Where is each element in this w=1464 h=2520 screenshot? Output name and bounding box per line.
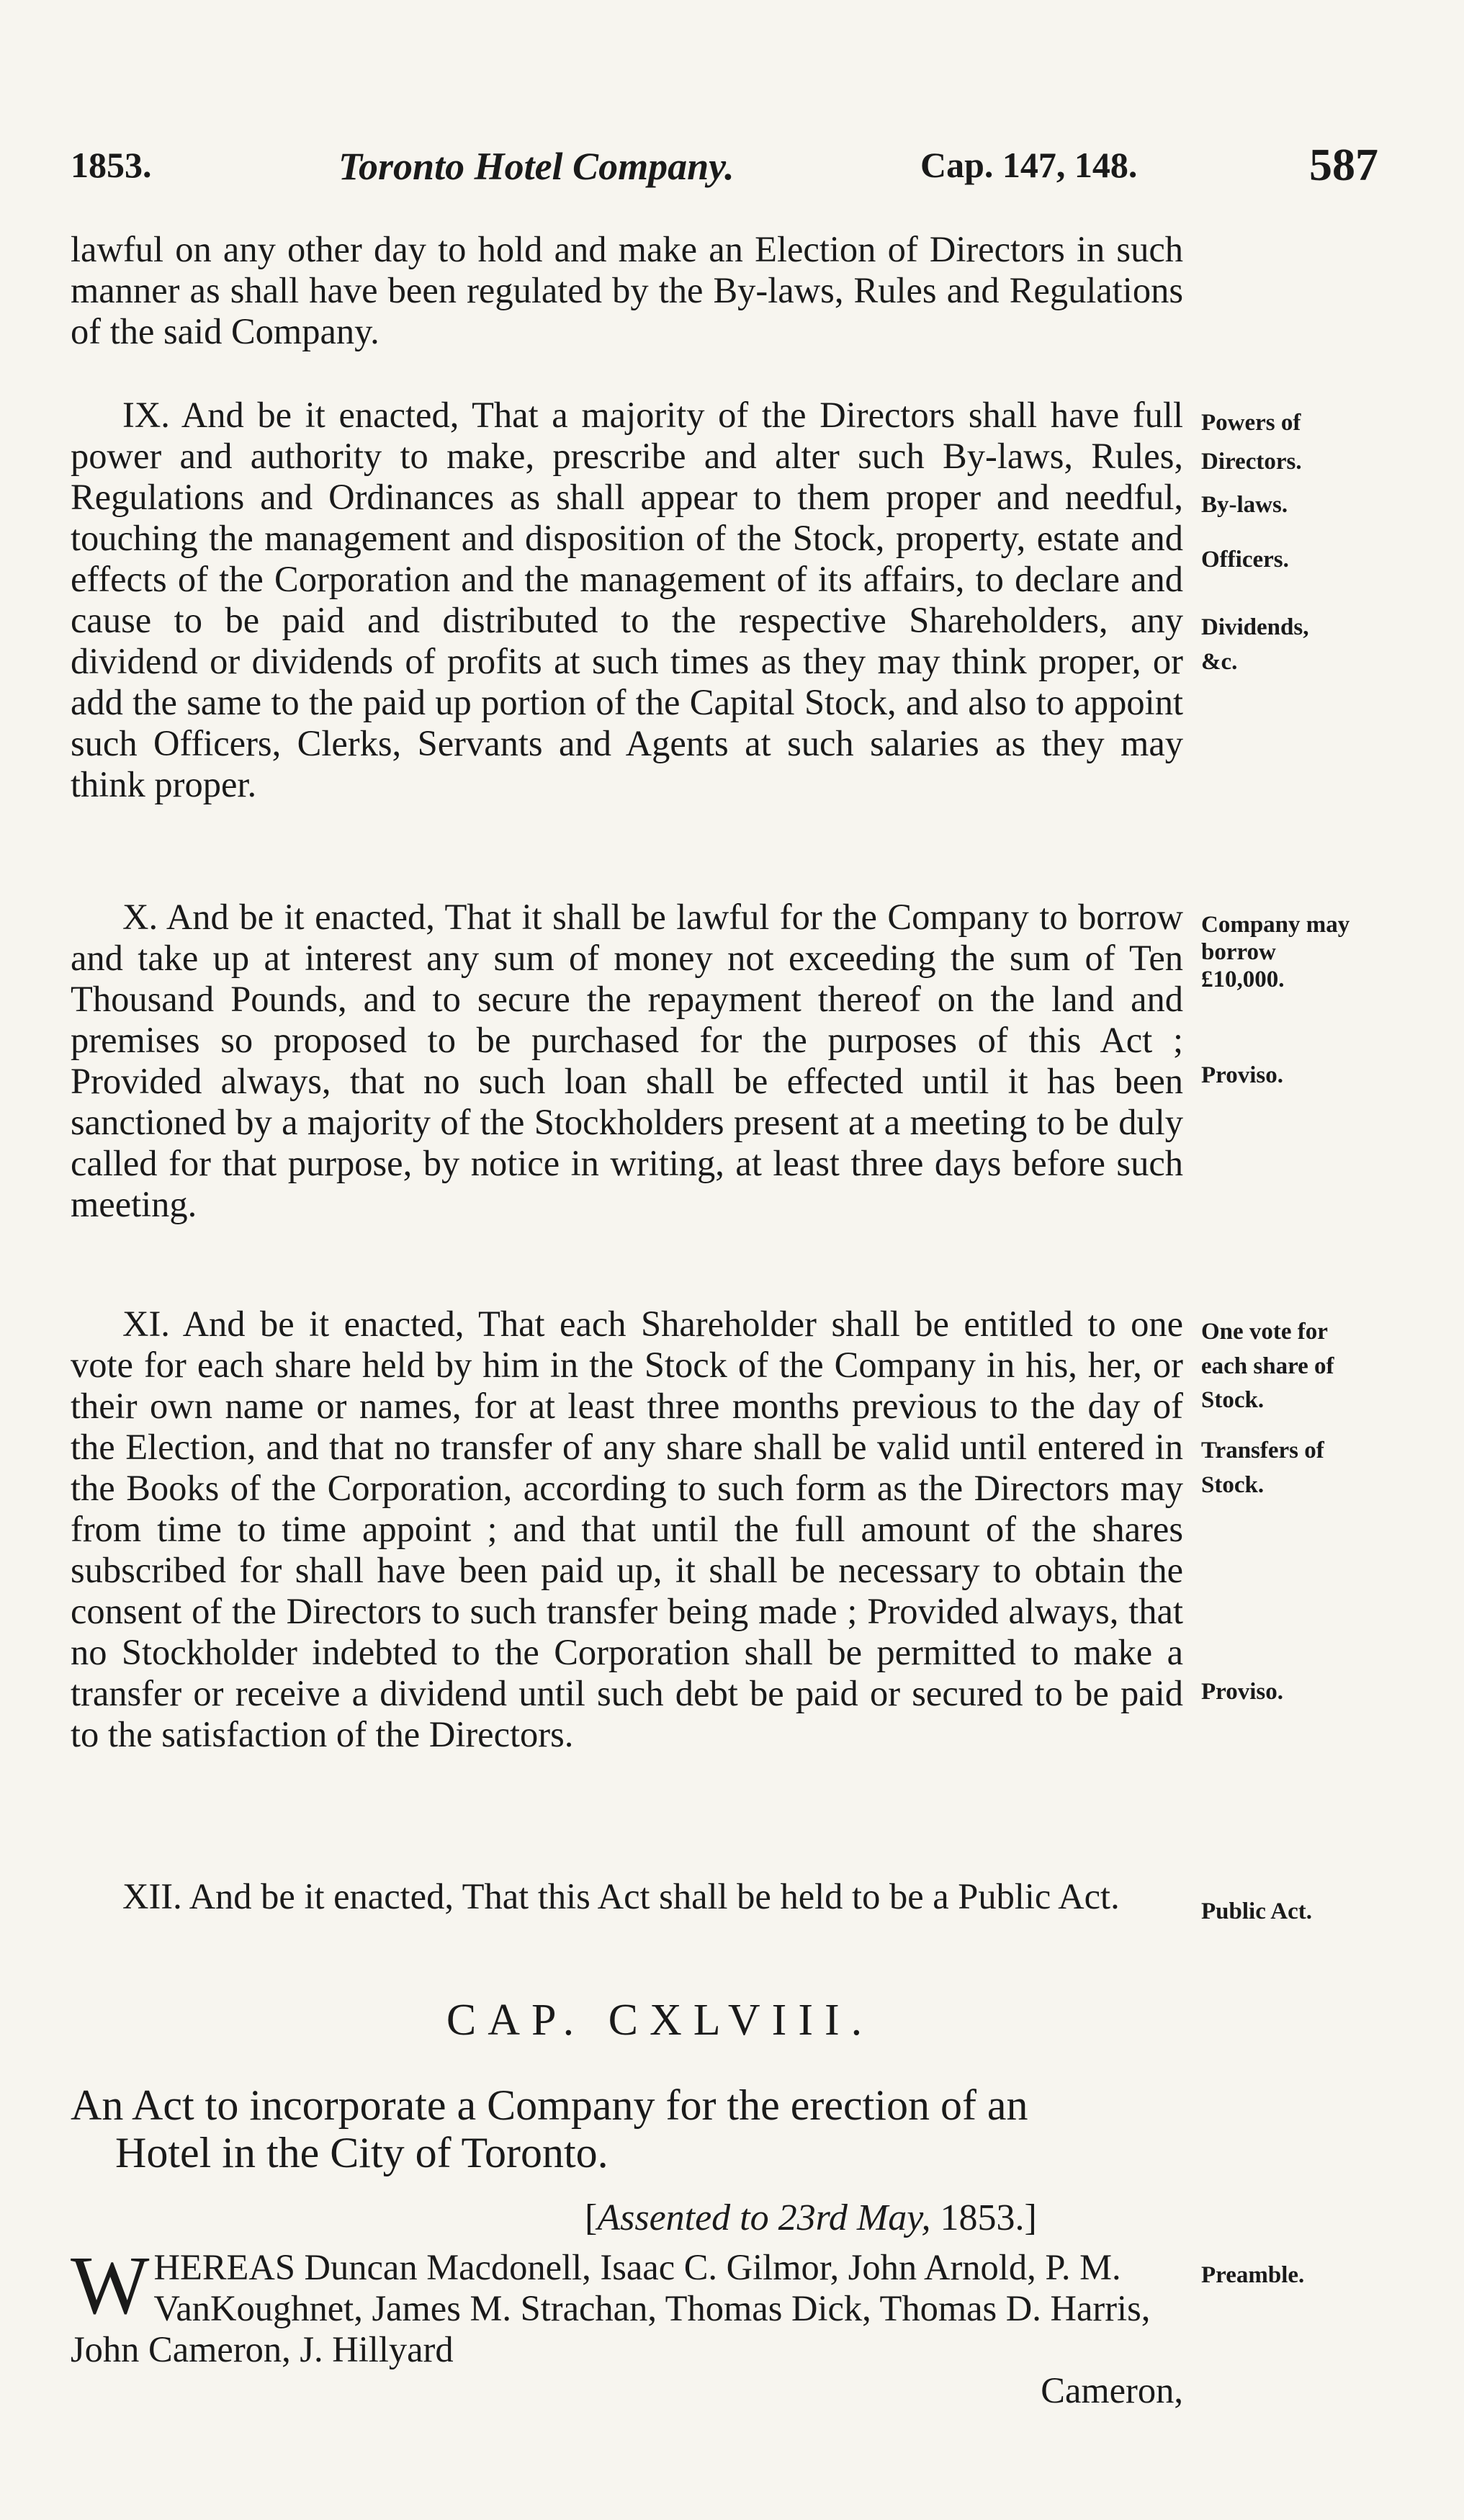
- margin-note-transfers-of: Transfers of: [1201, 1438, 1324, 1463]
- margin-note-one-vote-for: One vote for: [1201, 1319, 1328, 1345]
- margin-note-powers-of: Powers of: [1201, 410, 1301, 436]
- margin-note-officers: Officers.: [1201, 547, 1289, 573]
- section-x-text: X. And be it enacted, That it shall be lawful for the Company to borrow and take up at interest any sum of money not exceeding the sum of Ten Thousand Pounds, and to secure the repayment thereof on the land and premises so proposed to be purchased for the purposes of this Act ; Provided always, that no such loan shall be effected until it has been sanctioned by a majority of the Stockholders present at a meeting to be duly called for that purpose, by notice in writing, at least three days before such meeting.: [71, 897, 1183, 1224]
- margin-note-borrow: borrow: [1201, 939, 1276, 965]
- preamble-paragraph: [71, 2240, 1183, 2411]
- running-header: [71, 139, 1396, 209]
- drop-cap: W: [71, 2240, 150, 2332]
- margin-note-directors: Directors.: [1201, 449, 1302, 475]
- chapter-heading: [0, 1995, 1464, 2046]
- section-xii: [71, 1876, 1183, 1917]
- header-title: Toronto Hotel Company.: [338, 145, 735, 188]
- section-continuation-text: lawful on any other day to hold and make an Election of Directors in such manner as shall have been regulated by the By-laws, Rules and Regulations of the said Company.: [71, 229, 1183, 351]
- margin-note-stock: Stock.: [1201, 1387, 1265, 1413]
- page-number: 587: [1309, 139, 1378, 190]
- margin-note-dividends: Dividends,: [1201, 614, 1309, 640]
- assent-line: [585, 2197, 1037, 2239]
- margin-note-proviso: Proviso.: [1201, 1062, 1283, 1088]
- preamble-last-word: Cameron,: [1041, 2370, 1183, 2411]
- section-xi-text: XI. And be it enacted, That each Shareholder shall be entitled to one vote for each share held by him in the Stock of the Company in his, her, or their own name or names, for at least three months previous to the day of the Election, and that no transfer of any share shall be valid until entered in the Books of the Corporation, according to such form as the Directors may from time to time appoint ; and that until the full amount of the shares subscribed for shall have been paid up, it shall be necessary to obtain the consent of the Directors to such transfer being made ; Provided always, that no Stockholder indebted to the Corporation shall be permitted to make a transfer or receive a dividend until such debt be paid or secured to be paid to the satisfaction of the Directors.: [71, 1304, 1183, 1754]
- margin-note-each-share-of: each share of: [1201, 1353, 1334, 1379]
- header-year: 1853.: [71, 145, 152, 185]
- margin-note-stock: Stock.: [1201, 1472, 1265, 1498]
- preamble-text: HEREAS Duncan Macdonell, Isaac C. Gilmor, John Arnold, P. M. VanKoughnet, James M. Strachan, Thomas Dick, Thomas D. Harris, John Cameron, J. Hillyard: [71, 2247, 1151, 2369]
- assent-open-bracket: [: [585, 2197, 598, 2238]
- assent-date: Assented to 23rd May,: [597, 2197, 931, 2238]
- section-xii-text: XII. And be it enacted, That this Act shall be held to be a Public Act.: [122, 1876, 1120, 1916]
- act-title: [71, 2081, 1194, 2176]
- section-continuation: [71, 229, 1183, 352]
- section-ix-text: IX. And be it enacted, That a majority of the Directors shall have full power and authority to make, prescribe and alter such By-laws, Rules, Regulations and Ordinances as shall appear to them proper and needful, touching the management and disposition of the Stock, property, estate and effects of the Corporation and the management of its affairs, to declare and cause to be paid and distributed to the respective Shareholders, any dividend or dividends of profits at such times as they may think proper, or add the same to the paid up portion of the Capital Stock, and also to appoint such Officers, Clerks, Servants and Agents at such salaries as they may think proper.: [71, 395, 1183, 804]
- margin-note-etc: &c.: [1201, 649, 1238, 675]
- chapter-heading-text: CAP. CXLVIII.: [446, 1996, 874, 2045]
- header-chapter: Cap. 147, 148.: [920, 145, 1138, 185]
- margin-note-company-may: Company may: [1201, 912, 1350, 938]
- act-title-line-1: An Act to incorporate a Company for the erection of an: [71, 2081, 1028, 2129]
- section-x: [71, 897, 1183, 1225]
- assent-year: 1853.]: [930, 2197, 1037, 2238]
- section-ix: [71, 395, 1183, 805]
- margin-note-preamble: Preamble.: [1201, 2262, 1305, 2288]
- margin-note-public-act: Public Act.: [1201, 1898, 1312, 1924]
- margin-note-by-laws: By-laws.: [1201, 492, 1288, 518]
- act-title-line-2: Hotel in the City of Toronto.: [115, 2129, 608, 2176]
- margin-note-amount: £10,000.: [1201, 967, 1285, 992]
- margin-note-proviso: Proviso.: [1201, 1679, 1283, 1705]
- section-xi: [71, 1304, 1183, 1755]
